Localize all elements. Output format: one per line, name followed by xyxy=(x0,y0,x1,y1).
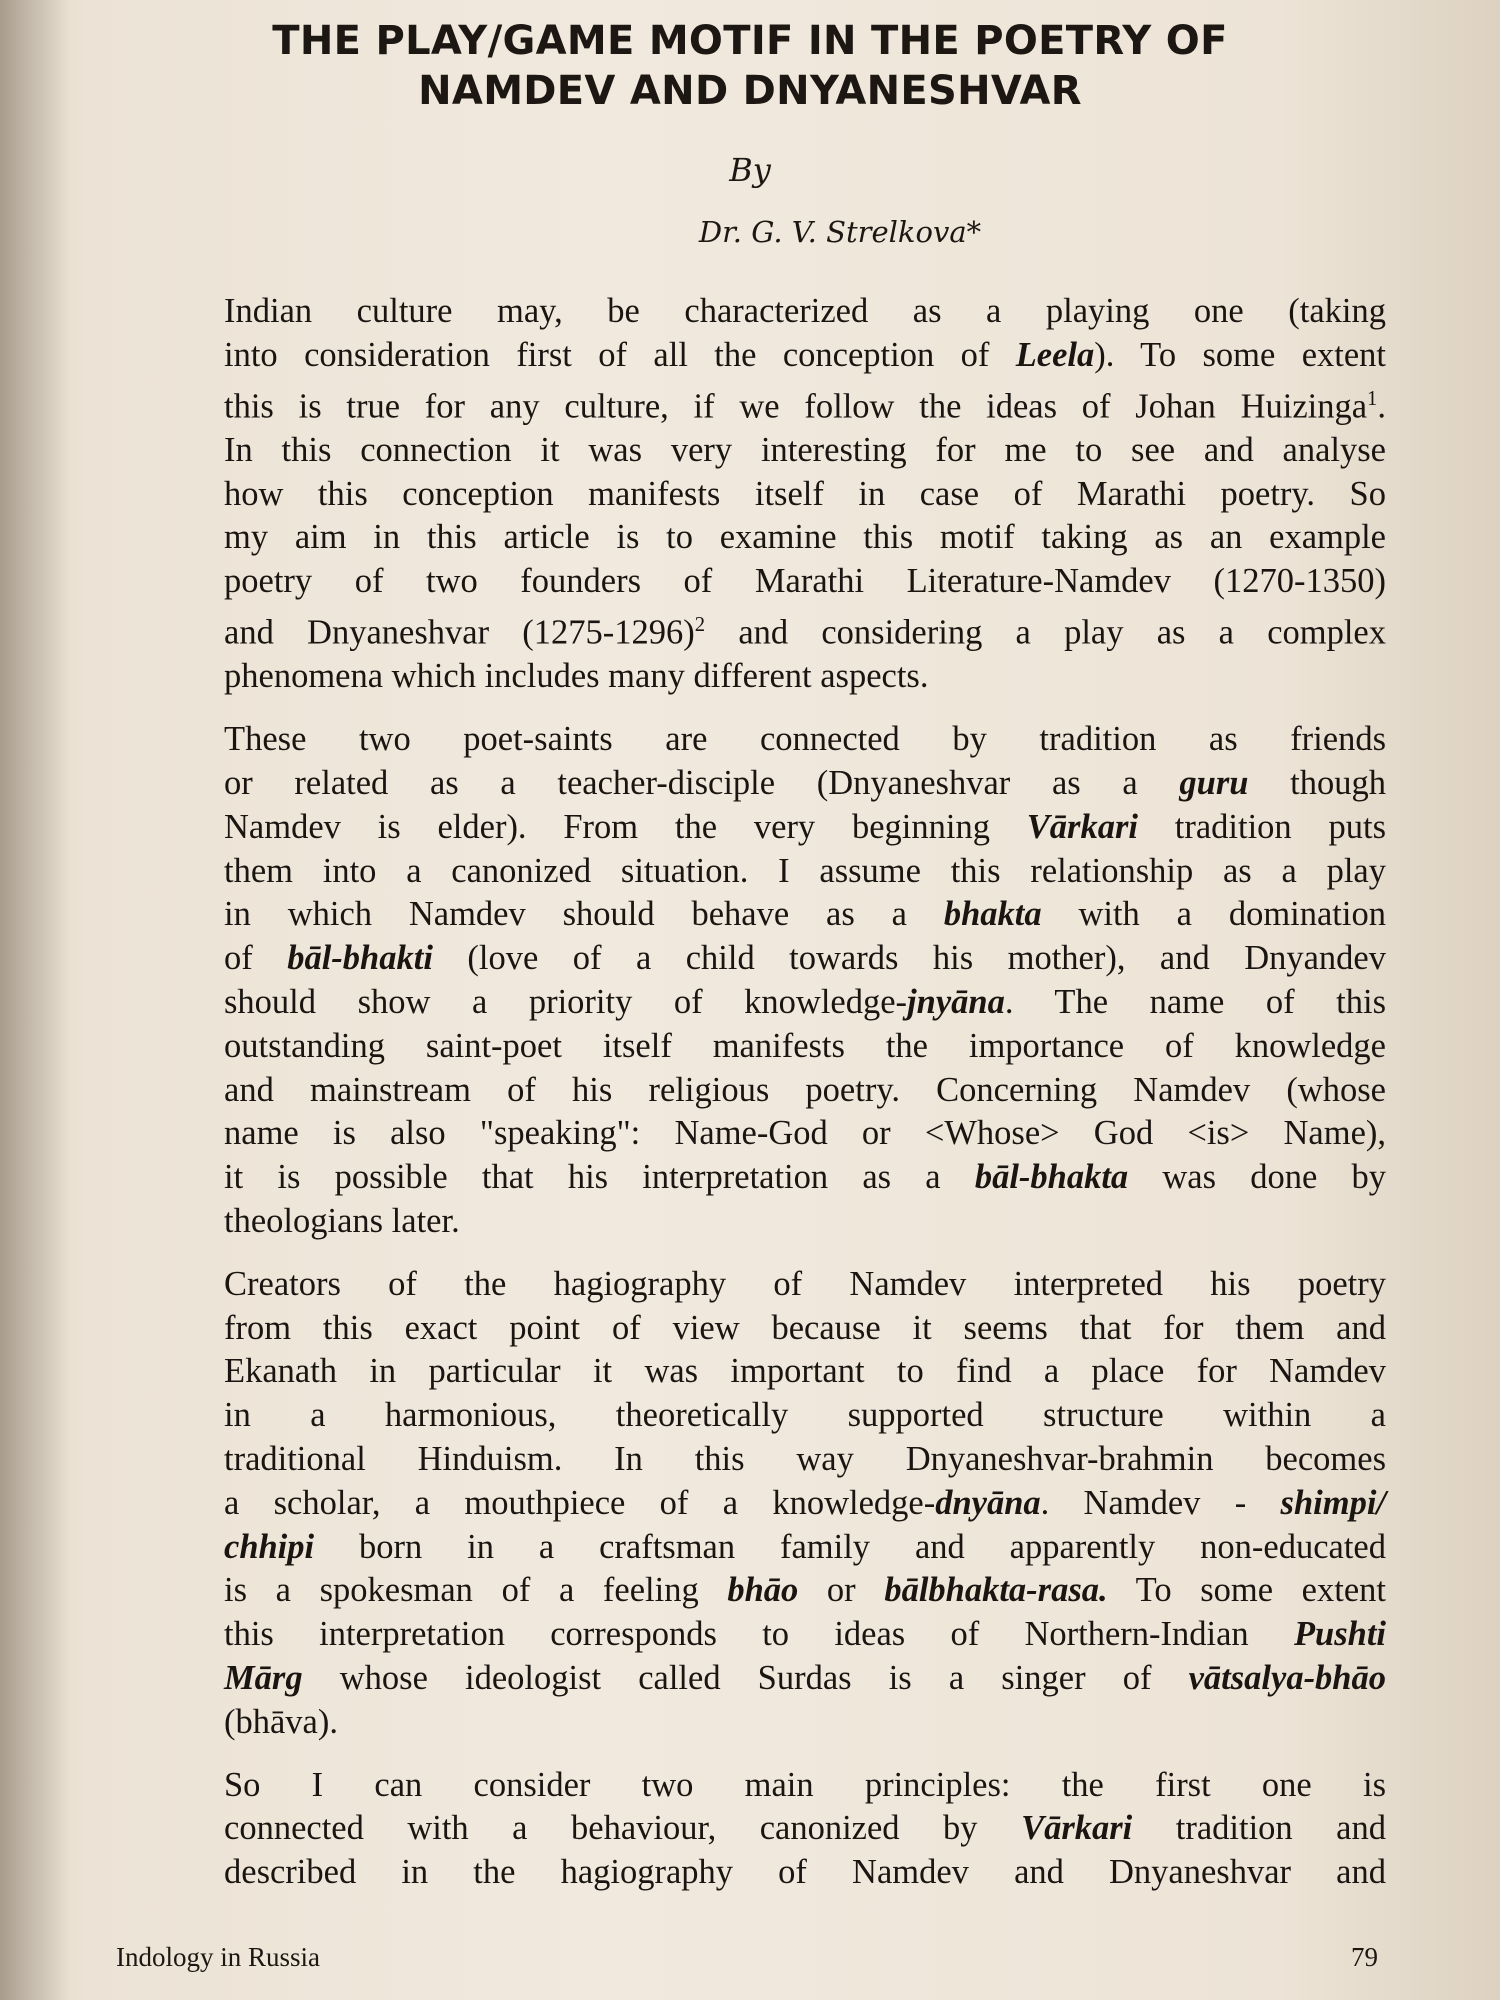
text-line: of bāl-bhakti (love of a child towards his mother), and Dnyandev xyxy=(224,939,1386,978)
italic-term: bhāo xyxy=(727,1571,799,1610)
footnote-marker: 2 xyxy=(694,614,706,637)
article-body xyxy=(116,290,1386,1914)
italic-term: Pushti xyxy=(1293,1615,1386,1654)
text-line: this interpretation corresponds to ideas of Northern-Indian Pushti xyxy=(224,1615,1386,1654)
italic-term: bhakta xyxy=(943,895,1042,934)
italic-term: Vārkari xyxy=(1026,807,1138,846)
text-line: Ekanath in particular it was important to find a place for Namdev xyxy=(224,1352,1386,1391)
text-line: chhipi born in a craftsman family and apparently non-educated xyxy=(224,1527,1386,1566)
journal-name: Indology in Russia xyxy=(116,1942,321,1972)
paragraph xyxy=(116,718,1386,1244)
text-line: and mainstream of his religious poetry. Concerning Namdev (whose xyxy=(224,1070,1386,1109)
italic-term: vātsalya-bhāo xyxy=(1188,1658,1386,1697)
text-line: Mārg whose ideologist called Surdas is a singer of vātsalya-bhāo xyxy=(224,1658,1386,1697)
text-line: in a harmonious, theoretically supported structure within a xyxy=(224,1396,1386,1435)
italic-term: guru xyxy=(1179,763,1249,802)
text-line: is a spokesman of a feeling bhāo or bālbhakta-rasa. To some extent xyxy=(224,1571,1386,1610)
byline: By xyxy=(729,151,771,189)
text-line: Creators of the hagiography of Namdev interpreted his poetry xyxy=(224,1264,1386,1303)
text-line: my aim in this article is to examine this motif taking as an example xyxy=(224,518,1386,557)
text-line: from this exact point of view because it seems that for them and xyxy=(224,1308,1386,1347)
text-line: them into a canonized situation. I assume this relationship as a play xyxy=(224,851,1386,890)
italic-term: bāl-bhakta xyxy=(974,1158,1129,1197)
text-line: theologians later. xyxy=(224,1201,460,1240)
italic-term: jnyāna xyxy=(907,982,1005,1021)
italic-term: Vārkari xyxy=(1021,1809,1133,1848)
footnote-marker: 1 xyxy=(1367,387,1378,410)
text-line: poetry of two founders of Marathi Literature-Namdev (1270-1350) xyxy=(224,562,1386,601)
article-title xyxy=(100,16,1400,116)
paragraph xyxy=(116,1764,1386,1895)
page-number: 79 xyxy=(1351,1942,1378,1972)
text-line: outstanding saint-poet itself manifests the importance of knowledge xyxy=(224,1026,1386,1065)
paragraph xyxy=(116,290,1386,699)
text-line: So I can consider two main principles: the first one is xyxy=(224,1765,1386,1804)
italic-term: chhipi xyxy=(224,1527,315,1566)
title-line-2: NAMDEV AND DNYANESHVAR xyxy=(418,68,1082,114)
italic-term: bālbhakta-rasa. xyxy=(884,1571,1108,1610)
text-line: connected with a behaviour, canonized by Vārkari tradition and xyxy=(224,1809,1386,1848)
text-line: a scholar, a mouthpiece of a knowledge-dnyāna. Namdev - shimpi/ xyxy=(224,1483,1386,1522)
page-gutter-shadow xyxy=(0,0,70,2000)
author-name: Dr. G. V. Strelkova* xyxy=(698,215,982,249)
italic-term: dnyāna xyxy=(935,1483,1041,1522)
text-line: should show a priority of knowledge-jnyāna. The name of this xyxy=(224,982,1386,1021)
text-line: it is possible that his interpretation as a bāl-bhakta was done by xyxy=(224,1158,1387,1197)
paragraph xyxy=(116,1263,1386,1745)
text-line: this is true for any culture, if we follow the ideas of Johan Huizinga$^1$. xyxy=(224,387,1386,426)
text-line: and Dnyaneshvar (1275-1296)$^2$ and considering a play as a complex xyxy=(224,613,1386,652)
text-line: into consideration first of all the conception of Leela). To some extent xyxy=(224,335,1386,374)
italic-term: bāl-bhakti xyxy=(287,939,433,978)
text-line: phenomena which includes many different aspects. xyxy=(224,657,929,696)
italic-term: Mārg xyxy=(224,1658,303,1697)
text-line: described in the hagiography of Namdev and Dnyaneshvar and xyxy=(224,1853,1386,1892)
text-line: (bhāva). xyxy=(224,1702,338,1741)
title-line-1: THE PLAY/GAME MOTIF IN THE POETRY OF xyxy=(272,18,1228,64)
italic-term: shimpi/ xyxy=(1280,1483,1386,1522)
text-line: In this connection it was very interesting for me to see and analyse xyxy=(224,430,1386,469)
text-line: traditional Hinduism. In this way Dnyaneshvar-brahmin becomes xyxy=(224,1439,1386,1478)
text-line: Namdev is elder). From the very beginning Vārkari tradition puts xyxy=(224,807,1386,846)
text-line: how this conception manifests itself in case of Marathi poetry. So xyxy=(224,474,1386,513)
text-line: Indian culture may, be characterized as a playing one (taking xyxy=(224,292,1386,330)
text-line: name is also "speaking": Name-God or <Whose> God <is> Name), xyxy=(224,1114,1386,1153)
text-line: These two poet-saints are connected by tradition as friends xyxy=(224,720,1386,759)
italic-term: Leela xyxy=(1015,335,1095,374)
text-line: in which Namdev should behave as a bhakta with a domination xyxy=(224,895,1386,934)
text-line: or related as a teacher-disciple (Dnyaneshvar as a guru though xyxy=(224,763,1386,802)
